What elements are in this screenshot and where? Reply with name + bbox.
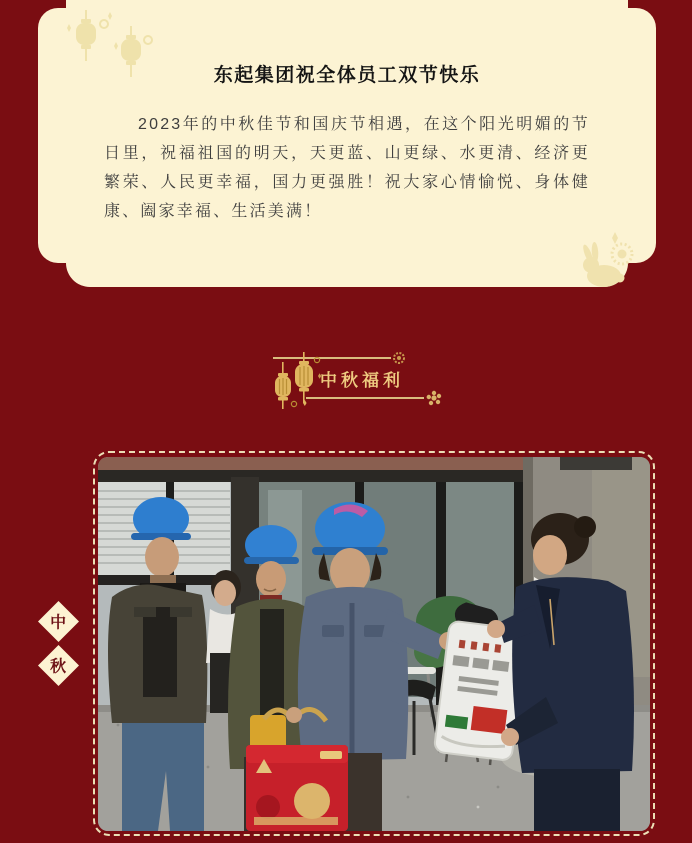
flower-burst-icon	[612, 244, 632, 264]
rabbit-icon	[578, 232, 640, 288]
photo-illustration	[98, 457, 650, 831]
side-label-char-2: 秋	[50, 658, 67, 676]
lanterns-icon	[274, 352, 322, 410]
side-label-diamond-2	[38, 645, 79, 686]
flower-ornament-icon	[426, 390, 442, 406]
section-title: 中秋福利	[320, 371, 404, 390]
rosette-icon	[392, 351, 406, 365]
photo-midautumn-gift-distribution[interactable]	[98, 457, 650, 831]
section-divider-bottom	[306, 397, 424, 399]
card-title: 东起集团祝全体员工双节快乐	[213, 65, 481, 86]
side-label-diamond-1	[38, 601, 79, 642]
card-paragraph: 2023年的中秋佳节和国庆节相遇，在这个阳光明媚的节日里，祝福祖国的明天，天更蓝、山更绿、水更清、经济更繁荣、人民更幸福，国力更强胜！祝大家心情愉悦、身体健康、阖家幸福、生活美满！	[104, 116, 590, 220]
side-label-char-1: 中	[50, 614, 67, 632]
sparkle-icon	[612, 232, 618, 244]
